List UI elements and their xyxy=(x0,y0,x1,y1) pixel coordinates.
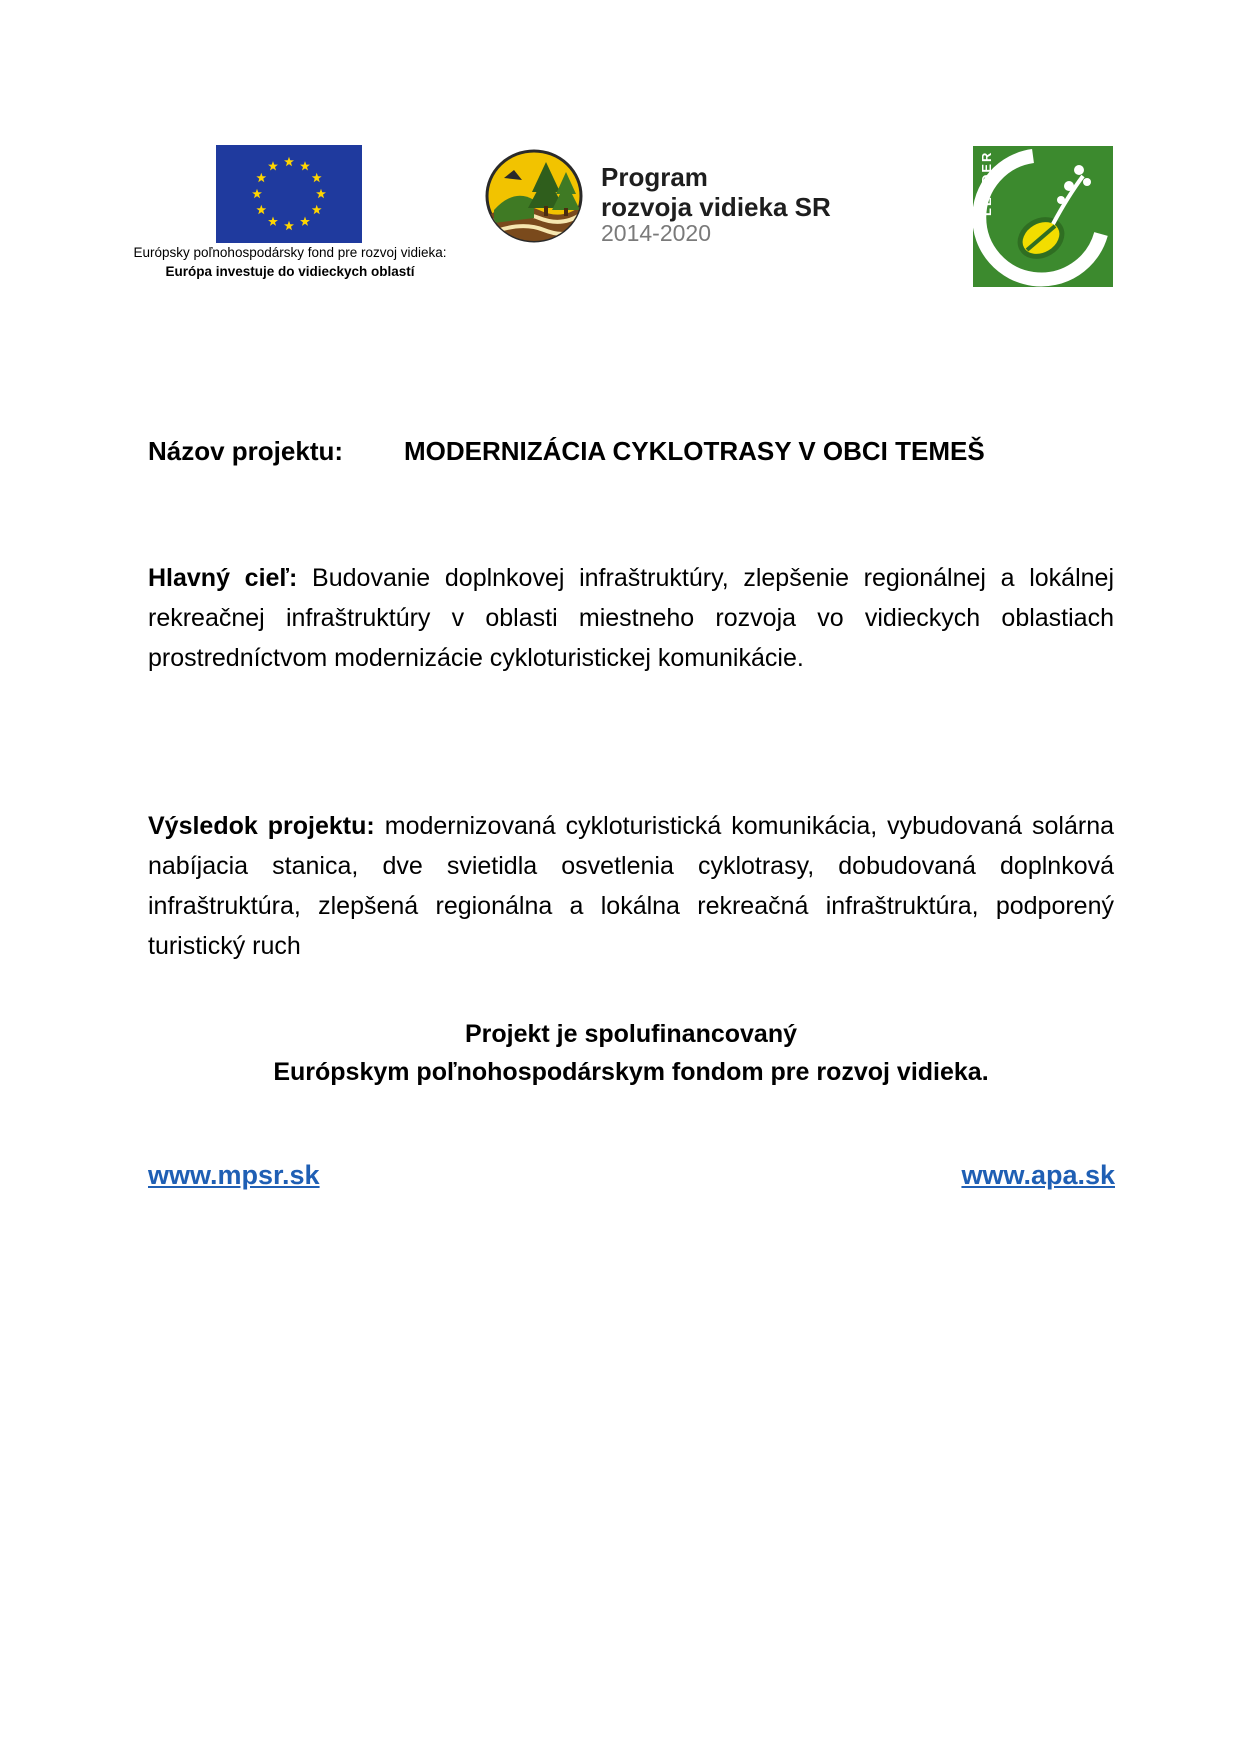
eu-caption-line-2: Európa investuje do vidieckych oblastí xyxy=(165,264,415,279)
prv-emblem-icon xyxy=(484,148,584,244)
leader-text: LEADER xyxy=(979,150,994,216)
project-title-label: Názov projektu: xyxy=(148,436,344,466)
eu-logo xyxy=(104,145,476,285)
project-title-value: MODERNIZÁCIA CYKLOTRASY V OBCI TEMEŠ xyxy=(404,436,985,466)
leader-logo xyxy=(973,146,1113,287)
financing-line-2: Európskym poľnohospodárskym fondom pre rozvoj vidieka. xyxy=(273,1058,989,1086)
result-paragraph xyxy=(148,806,1114,966)
eu-caption-line-1: Európsky poľnohospodársky fond pre rozvoj vidieka: xyxy=(133,245,447,260)
goal-paragraph xyxy=(148,558,1114,678)
goal-label: Hlavný cieľ: xyxy=(148,564,298,592)
result-label: Výsledok projektu: xyxy=(148,812,375,840)
mpsr-link[interactable]: www.mpsr.sk xyxy=(148,1160,320,1190)
goal-text: Budovanie doplnkovej infraštruktúry, zlepšenie regionálnej a lokálnej rekreačnej infraštruktúry v oblasti miestneho rozvoja vo vidieckych oblastiach prostredníctvom modernizácie cykloturistickej komunikácie. xyxy=(148,564,1115,672)
eu-flag-icon xyxy=(216,145,362,243)
financing-statement xyxy=(148,1015,1114,1091)
prv-logo xyxy=(484,148,856,248)
project-title xyxy=(148,436,1108,467)
prv-title-line-2: rozvoja vidieka SR xyxy=(601,192,831,222)
prv-years: 2014-2020 xyxy=(601,220,711,246)
result-text: modernizovaná cykloturistická komunikácia, vybudovaná solárna nabíjacia stanica, dve svietidla osvetlenia cyklotrasy, dobudovaná doplnková infraštruktúra, zlepšená regionálna a lokálna rekreačná infraštruktúra, podporený turistický ruch xyxy=(148,812,1114,960)
financing-line-1: Projekt je spolufinancovaný xyxy=(464,1020,798,1048)
apa-link[interactable]: www.apa.sk xyxy=(961,1160,1115,1190)
prv-title-line-1: Program xyxy=(601,162,708,192)
